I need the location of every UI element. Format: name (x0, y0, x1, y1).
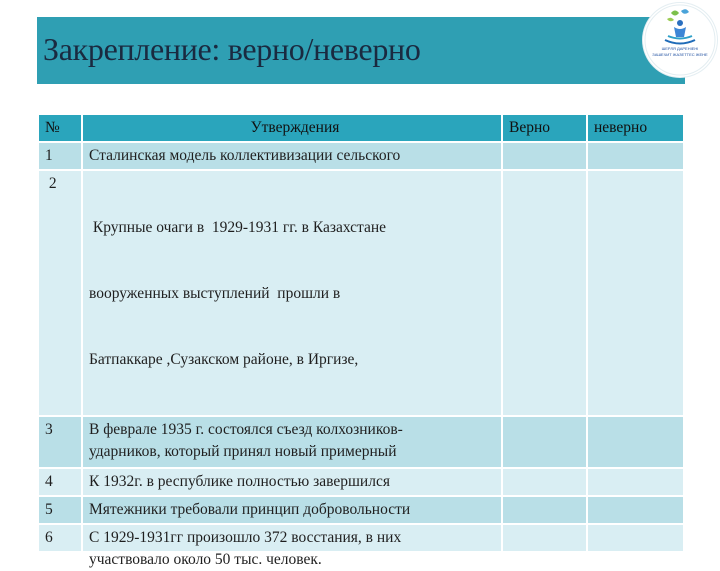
false-answer-cell[interactable] (587, 468, 684, 496)
true-answer-cell[interactable] (502, 524, 587, 552)
row-number: 2 (38, 170, 82, 416)
statements-table (37, 113, 685, 568)
statement-line: участвовало около 50 тыс. человек. (89, 551, 322, 568)
statement-text (82, 496, 502, 524)
statement-line: Батпаккаре ,Сузакском районе, в Иргизе, (89, 351, 359, 368)
logo (643, 3, 717, 77)
header-true: Верно (502, 114, 587, 142)
statement-line: Мятежники требовали принцип добровольности (89, 501, 411, 518)
statement-line: В феврале 1935 г. состоялся съезд колхозников- (89, 421, 403, 438)
logo-text-line2: ЗАШЕЧИТ ЖАЗЕТТЕС ЖЕНЕ (652, 52, 708, 57)
table-row (38, 142, 684, 170)
table-row (38, 170, 684, 416)
row-number: 1 (38, 142, 82, 170)
true-answer-cell[interactable] (502, 142, 587, 170)
statement-text (82, 468, 502, 496)
table-row (38, 468, 684, 496)
statement-line: вооруженных выступлений прошли в (89, 285, 341, 302)
header-false: неверно (587, 114, 684, 142)
logo-text-line1: ШЕРЛЯ ДАРЕНІЕНІ (661, 46, 699, 51)
table-row (38, 496, 684, 524)
table-header-row (38, 114, 684, 142)
statement-line: Сталинская модель коллективизации сельского (89, 147, 401, 164)
statement-text (82, 524, 502, 568)
true-answer-cell[interactable] (502, 496, 587, 524)
statement-line: К 1932г. в республике полностью завершился (89, 473, 390, 490)
true-answer-cell[interactable] (502, 468, 587, 496)
false-answer-cell[interactable] (587, 170, 684, 416)
statement-line: Крупные очаги в 1929-1931 гг. в Казахстане (89, 219, 387, 236)
false-answer-cell[interactable] (587, 496, 684, 524)
false-answer-cell[interactable] (587, 142, 684, 170)
title-bar (37, 17, 685, 84)
false-answer-cell[interactable] (587, 524, 684, 552)
reader-figure-logo-icon (643, 3, 717, 77)
slide-title: Закрепление: верно/неверно (43, 31, 421, 67)
true-answer-cell[interactable] (502, 170, 587, 416)
table-row (38, 524, 684, 552)
row-number: 3 (38, 416, 82, 468)
statement-line: С 1929-1931гг произошло 372 восстания, в них (89, 529, 402, 546)
row-number: 4 (38, 468, 82, 496)
statement-line: ударников, который принял новый примерный (89, 443, 397, 460)
header-number: № (38, 114, 82, 142)
row-number: 6 (38, 524, 82, 552)
header-statements: Утверждения (82, 114, 502, 142)
row-number: 5 (38, 496, 82, 524)
statement-text (82, 142, 502, 170)
statement-text (82, 170, 502, 416)
